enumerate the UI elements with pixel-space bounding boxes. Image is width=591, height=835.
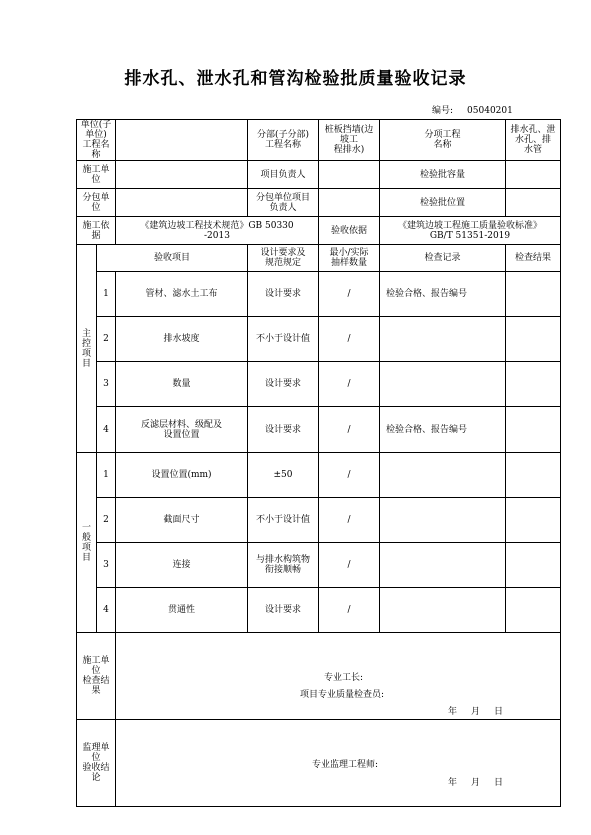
subcontractor-label: 分包单位: [77, 189, 116, 217]
row-design: 不小于设计值: [248, 498, 319, 543]
unit-value[interactable]: [116, 120, 248, 161]
row-item: 数量: [116, 362, 248, 407]
row-sample[interactable]: /: [319, 543, 380, 588]
row-item: 连接: [116, 543, 248, 588]
row-result[interactable]: [506, 588, 561, 633]
row-record[interactable]: [380, 453, 506, 498]
year-label: 年: [448, 707, 458, 717]
row-no: 2: [97, 317, 116, 362]
code-value: 05040201: [467, 106, 513, 116]
subdiv-label: 分部(子分部) 工程名称: [248, 120, 319, 161]
table-row: [77, 362, 561, 407]
row-record[interactable]: [380, 588, 506, 633]
contractor-date: [434, 707, 503, 717]
row-record[interactable]: [380, 362, 506, 407]
row-record[interactable]: [380, 317, 506, 362]
contractor-value[interactable]: [116, 161, 248, 189]
supervising-engineer-label: 专业监理工程师:: [312, 760, 379, 770]
subcontractor-value[interactable]: [116, 189, 248, 217]
subdiv-value[interactable]: 桩板挡墙(边坡工 程排水): [319, 120, 380, 161]
row-record[interactable]: 检验合格、报告编号: [380, 272, 506, 317]
day-label: 日: [494, 707, 504, 717]
col-sample: 最小/实际 抽样数量: [319, 245, 380, 272]
row-design: 与排水构筑物 衔接顺畅: [248, 543, 319, 588]
row-record[interactable]: 检验合格、报告编号: [380, 407, 506, 453]
contractor-check-label: 施工单位 检查结果: [77, 633, 116, 720]
table-row: [77, 588, 561, 633]
row-no: 4: [97, 588, 116, 633]
row-result[interactable]: [506, 407, 561, 453]
table-row: [77, 272, 561, 317]
table-row: [77, 453, 561, 498]
batch-location-value[interactable]: [506, 189, 561, 217]
table-row: [77, 543, 561, 588]
acceptance-label: 验收依据: [319, 217, 380, 245]
row-item: 截面尺寸: [116, 498, 248, 543]
row-result[interactable]: [506, 543, 561, 588]
row-item: 设置位置(mm): [116, 453, 248, 498]
page-title: 排水孔、泄水孔和管沟检验批质量验收记录: [124, 69, 467, 89]
basis-value[interactable]: 《建筑边坡工程技术规范》GB 50330 -2013: [116, 217, 319, 245]
supervisor-check-label: 监理单位 验收结论: [77, 720, 116, 807]
general-group-label: 一 般 项 目: [77, 453, 97, 633]
header-row-4: [77, 217, 561, 245]
code-label: 编号:: [432, 106, 454, 116]
supervisor-date: [434, 778, 503, 788]
row-design: 设计要求: [248, 588, 319, 633]
main-group-label: 主 控 项 目: [77, 245, 97, 453]
row-design: 设计要求: [248, 272, 319, 317]
row-design: 不小于设计值: [248, 317, 319, 362]
row-sample[interactable]: /: [319, 362, 380, 407]
header-row-1: [77, 120, 561, 161]
row-sample[interactable]: /: [319, 407, 380, 453]
row-result[interactable]: [506, 362, 561, 407]
batch-capacity-value[interactable]: [506, 161, 561, 189]
item-label: 分项工程 名称: [380, 120, 506, 161]
row-sample[interactable]: /: [319, 588, 380, 633]
row-sample[interactable]: /: [319, 498, 380, 543]
unit-label: 单位(子单位) 工程名称: [77, 120, 116, 161]
row-design: 设计要求: [248, 362, 319, 407]
row-item: 排水坡度: [116, 317, 248, 362]
row-result[interactable]: [506, 317, 561, 362]
row-sample[interactable]: /: [319, 453, 380, 498]
row-item: 管材、滤水土工布: [116, 272, 248, 317]
contractor-label: 施工单位: [77, 161, 116, 189]
pm-label: 项目负责人: [248, 161, 319, 189]
day-label: 日: [494, 778, 504, 788]
inspection-form: [76, 119, 561, 807]
basis-label: 施工依据: [77, 217, 116, 245]
table-row: [77, 317, 561, 362]
row-result[interactable]: [506, 272, 561, 317]
month-label: 月: [471, 778, 481, 788]
sub-pm-value[interactable]: [319, 189, 380, 217]
month-label: 月: [471, 707, 481, 717]
row-record[interactable]: [380, 498, 506, 543]
row-no: 4: [97, 407, 116, 453]
row-no: 1: [97, 272, 116, 317]
contractor-check-area[interactable]: [116, 633, 561, 720]
row-no: 2: [97, 498, 116, 543]
quality-inspector-label: 项目专业质量检查员:: [300, 690, 385, 700]
row-result[interactable]: [506, 498, 561, 543]
table-row: [77, 498, 561, 543]
col-item: 验收项目: [97, 245, 248, 272]
sub-pm-label: 分包单位项目 负责人: [248, 189, 319, 217]
year-label: 年: [448, 778, 458, 788]
col-record: 检查记录: [380, 245, 506, 272]
row-sample[interactable]: /: [319, 272, 380, 317]
supervisor-check-row: [77, 720, 561, 807]
col-result: 检查结果: [506, 245, 561, 272]
header-row-2: [77, 161, 561, 189]
pm-value[interactable]: [319, 161, 380, 189]
row-item: 反滤层材料、级配及 设置位置: [116, 407, 248, 453]
header-row-3: [77, 189, 561, 217]
row-design: 设计要求: [248, 407, 319, 453]
acceptance-value[interactable]: 《建筑边坡工程施工质量验收标准》 GB/T 51351-2019: [380, 217, 561, 245]
batch-capacity-label: 检验批容量: [380, 161, 506, 189]
table-row: [77, 407, 561, 453]
batch-location-label: 检验批位置: [380, 189, 506, 217]
supervisor-check-area[interactable]: [116, 720, 561, 807]
column-header-row: [77, 245, 561, 272]
item-value[interactable]: 排水孔、泄水孔、排 水管: [506, 120, 561, 161]
row-record[interactable]: [380, 543, 506, 588]
row-no: 3: [97, 543, 116, 588]
record-code: [432, 103, 527, 116]
contractor-check-row: [77, 633, 561, 720]
row-design: ±50: [248, 453, 319, 498]
row-sample[interactable]: /: [319, 317, 380, 362]
row-no: 1: [97, 453, 116, 498]
foreman-label: 专业工长:: [324, 673, 364, 683]
row-result[interactable]: [506, 453, 561, 498]
col-design: 设计要求及 规范规定: [248, 245, 319, 272]
row-no: 3: [97, 362, 116, 407]
row-item: 贯通性: [116, 588, 248, 633]
